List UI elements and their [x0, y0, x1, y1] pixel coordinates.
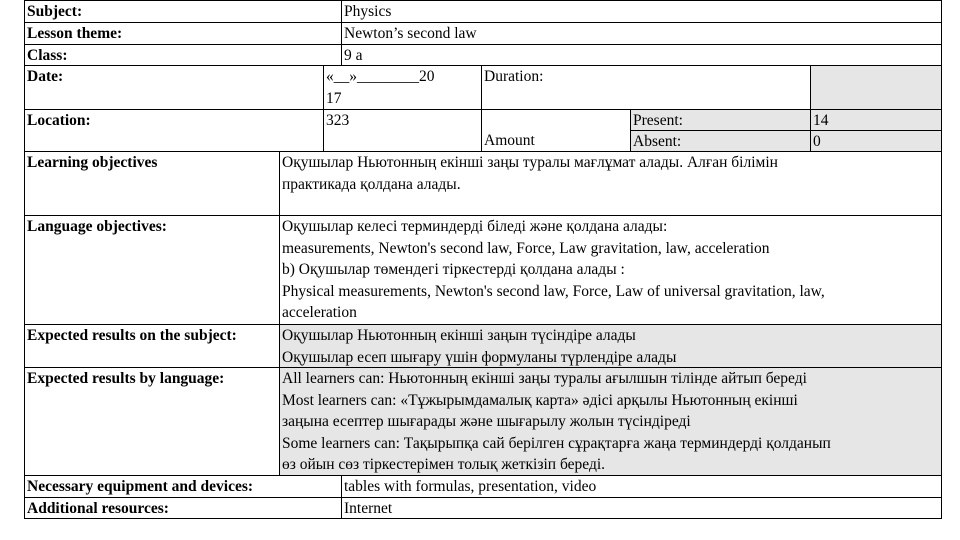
language-objectives-value — [279, 215, 942, 325]
location-label: Location: — [24, 109, 324, 152]
language-objectives-line: acceleration — [282, 304, 357, 321]
equipment-label: Necessary equipment and devices: — [24, 475, 342, 498]
location-value: 323 — [323, 109, 482, 152]
expected-subject-line: Оқушылар есеп шығару үшін формуланы түрлендіре алады — [282, 348, 677, 366]
resources-value: Internet — [341, 497, 942, 519]
duration-label: Duration: — [481, 65, 811, 110]
learning-objectives-label: Learning objectives — [24, 151, 280, 216]
date-value — [323, 65, 482, 110]
expected-language-line: заңына есептер шығарады және шығарылу жолын түсіндіреді — [282, 413, 691, 430]
expected-language-line: Some learners can: Тақырыпқа сай берілген сұрақтарға жаңа терминдерді қолданып — [282, 434, 831, 452]
class-label: Class: — [24, 44, 342, 66]
absent-label: Absent: — [630, 130, 811, 152]
duration-value — [810, 65, 942, 110]
expected-subject-value — [279, 324, 942, 368]
date-label: Date: — [24, 65, 324, 110]
lesson-theme-label: Lesson theme: — [24, 22, 342, 45]
learning-objectives-line: практикада қолдана алады. — [282, 175, 461, 193]
language-objectives-label: Language objectives: — [24, 215, 280, 325]
date-value-line-1: «__»________20 — [326, 68, 435, 85]
resources-label: Additional resources: — [24, 497, 342, 519]
expected-language-label: Expected results by language: — [24, 367, 280, 476]
equipment-value: tables with formulas, presentation, video — [341, 475, 942, 498]
lesson-theme-value: Newton’s second law — [341, 22, 942, 45]
language-objectives-line: measurements, Newton's second law, Force, Law gravitation, law, acceleration — [282, 239, 770, 257]
expected-language-line: Most learners can: «Тұжырымдамалық карта» әдісі арқылы Ньютонның екінші — [282, 391, 798, 409]
expected-language-line: өз ойын сөз тіркестерімен толық жеткізіп береді. — [282, 456, 606, 473]
subject-label: Subject: — [24, 0, 342, 23]
expected-language-line: All learners can: Ньютонның екінші заңы туралы ағылшын тілінде айтып береді — [282, 370, 807, 387]
subject-value: Physics — [341, 0, 942, 23]
language-objectives-line: b) Оқушылар төмендегі тіркестерді қолдана алады : — [282, 261, 625, 278]
expected-subject-line: Оқушылар Ньютонның екінші заңын түсіндіре алады — [282, 327, 636, 344]
expected-subject-label: Expected results on the subject: — [24, 324, 280, 368]
learning-objectives-value — [279, 151, 942, 216]
absent-value: 0 — [810, 130, 942, 152]
language-objectives-line: Physical measurements, Newton's second law, Force, Law of universal gravitation, law, — [282, 282, 825, 300]
learning-objectives-line: Оқушылар Ньютонның екінші заңы туралы мағлұмат алады. Алған білімін — [282, 154, 778, 171]
amount-label: Amount — [484, 132, 535, 149]
date-value-line-2: 17 — [326, 89, 342, 107]
language-objectives-line: Оқушылар келесі терминдерді біледі және қолдана алады: — [282, 218, 668, 235]
present-value: 14 — [810, 109, 942, 131]
expected-language-value — [279, 367, 942, 476]
present-label: Present: — [630, 109, 811, 131]
class-value: 9 a — [341, 44, 942, 66]
